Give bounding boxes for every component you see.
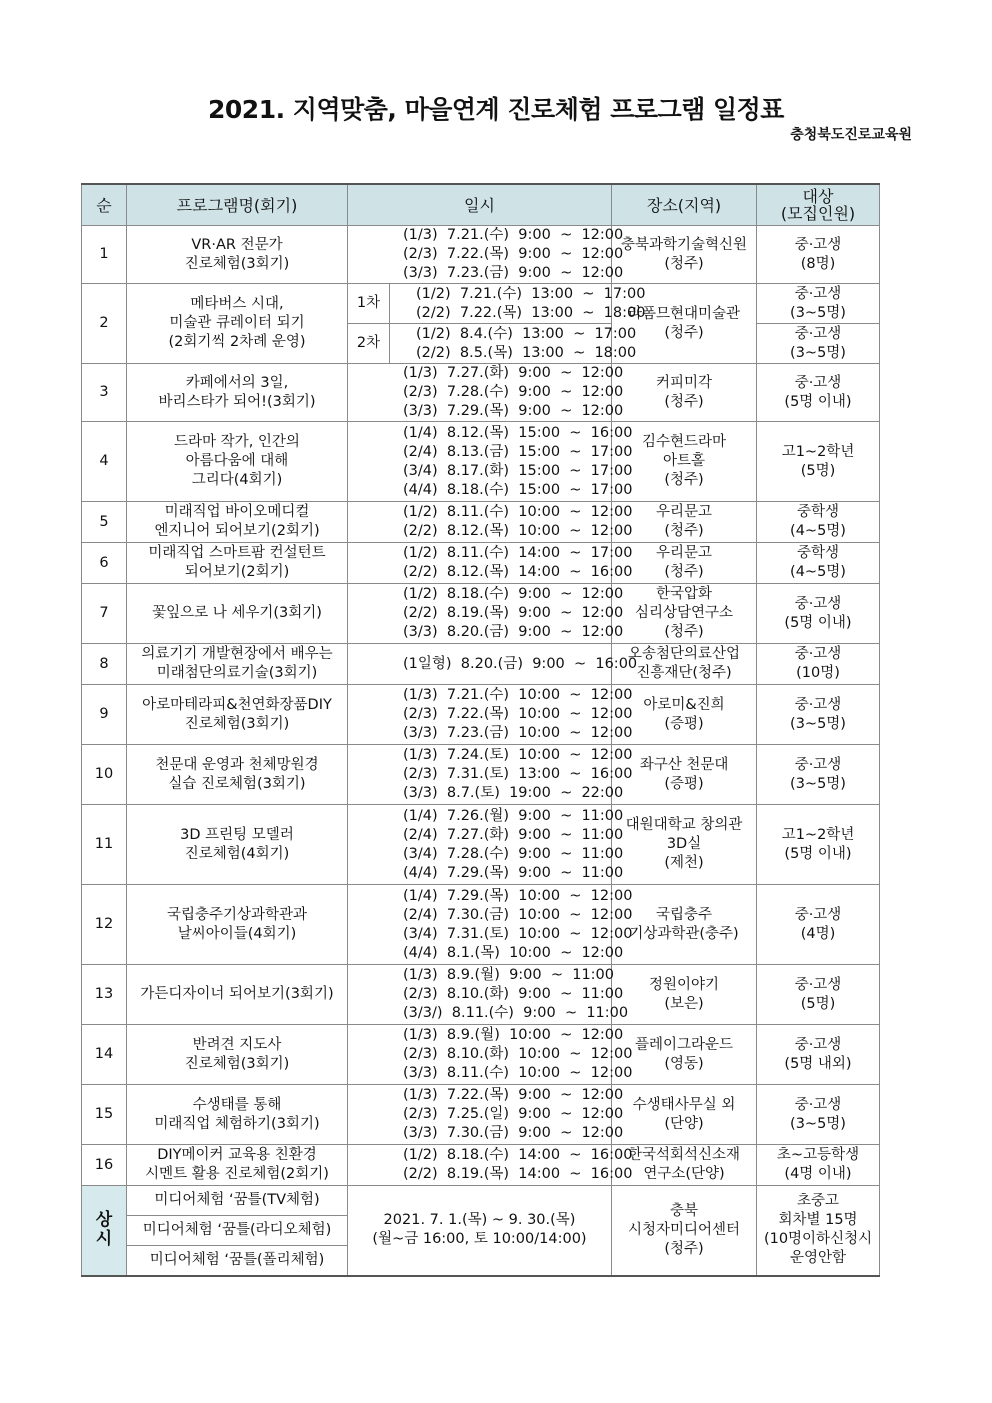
schedule-datetime <box>348 1085 624 1145</box>
place-line: (청주) <box>664 393 704 410</box>
target-line: (5명 이내) <box>784 845 852 862</box>
schedule-datetime-line: (1/4) 8.12.(목) 15:00 ~ 16:00 <box>403 424 633 441</box>
program-name <box>127 422 348 502</box>
program-name <box>127 1025 348 1085</box>
schedule-datetime-line: (1/3) 7.27.(화) 9:00 ~ 12:00 <box>403 365 624 381</box>
row-number: 4 <box>82 422 127 502</box>
program-name <box>127 965 348 1025</box>
place <box>612 422 757 502</box>
schedule-datetime-line: (2/3) 7.22.(목) 10:00 ~ 12:00 <box>403 706 633 722</box>
program-name-line: 카페에서의 3일, <box>185 374 289 391</box>
program-name-line: 반려견 지도사 <box>192 1036 282 1053</box>
place <box>612 965 757 1025</box>
table-row <box>82 805 880 885</box>
schedule-datetime-line: (3/4) 7.31.(토) 10:00 ~ 12:00 <box>403 925 633 942</box>
place-line: 연구소(단양) <box>643 1166 725 1182</box>
table-row <box>82 1085 880 1145</box>
target <box>757 324 880 364</box>
table-row <box>82 885 880 965</box>
target <box>757 364 880 422</box>
target-line: 중·고생 <box>794 236 842 253</box>
place-line: (보은) <box>664 995 704 1012</box>
program-name-line: 엔지니어 되어보기(2회기) <box>154 523 320 539</box>
place <box>612 1085 757 1145</box>
schedule-datetime-line: (2/2) 8.12.(목) 14:00 ~ 16:00 <box>403 564 633 580</box>
header-target-line: 대상 <box>802 187 834 206</box>
sangsi-label <box>82 1186 127 1276</box>
target <box>757 1025 880 1085</box>
schedule-datetime-line: (3/3/) 8.11.(수) 9:00 ~ 11:00 <box>403 1005 629 1021</box>
place-line: 아트홀 <box>663 453 706 469</box>
target-line: (5명 이내) <box>784 393 852 410</box>
sangsi-target-line: 회차별 15명 <box>778 1212 858 1229</box>
program-name-line: 드라마 작가, 인간의 <box>174 434 300 450</box>
schedule-datetime-line: (1/2) 8.11.(수) 10:00 ~ 12:00 <box>403 504 633 520</box>
schedule-datetime <box>348 422 633 502</box>
place-line: 우리문고 <box>656 545 713 561</box>
schedule-datetime-line: (2/2) 8.19.(목) 9:00 ~ 12:00 <box>403 605 624 621</box>
place-line: 충북과학기술혁신원 <box>620 236 748 253</box>
place <box>612 685 757 745</box>
program-name-line: DIY메이커 교육용 친환경 <box>157 1147 317 1163</box>
target-line: (5명 내외) <box>784 1055 852 1072</box>
target-line: (5명) <box>800 462 836 479</box>
program-name <box>127 885 348 965</box>
target-line: 중·고생 <box>794 1036 842 1053</box>
schedule-datetime-line: (2/2) 7.22.(목) 13:00 ~ 18:00 <box>416 304 646 321</box>
program-name-line: 가든디자이너 되어보기(3회기) <box>140 986 334 1002</box>
program-name-line: 진로체험(3회기) <box>184 1055 290 1072</box>
row-number: 2 <box>82 284 127 364</box>
round-label: 2차 <box>348 324 390 364</box>
round-label: 1차 <box>348 284 390 324</box>
schedule-datetime <box>348 584 624 644</box>
schedule-datetime <box>348 745 633 805</box>
schedule-datetime-line: (1/2) 8.4.(수) 13:00 ~ 17:00 <box>416 325 637 342</box>
place <box>612 1145 757 1186</box>
schedule-datetime-line: (1/3) 7.24.(토) 10:00 ~ 12:00 <box>403 747 633 763</box>
schedule-datetime-line: (2/4) 7.30.(금) 10:00 ~ 12:00 <box>403 906 633 923</box>
target <box>757 1085 880 1145</box>
row-number: 16 <box>82 1145 127 1186</box>
program-name <box>127 584 348 644</box>
schedule-datetime-line: (1/4) 7.29.(목) 10:00 ~ 12:00 <box>403 887 633 904</box>
row-number: 1 <box>82 226 127 284</box>
target-line: (3~5명) <box>790 775 846 792</box>
place-line: 아로미&진희 <box>643 696 725 713</box>
row-number: 13 <box>82 965 127 1025</box>
target-line: 중학생 <box>797 504 840 520</box>
table-row <box>82 1145 880 1186</box>
sangsi-datetime-line: 2021. 7. 1.(목) ~ 9. 30.(목) <box>383 1212 576 1229</box>
target-line: 중·고생 <box>794 595 842 612</box>
schedule-datetime-line: (2/2) 8.5.(목) 13:00 ~ 18:00 <box>416 344 637 361</box>
table-row <box>82 364 880 422</box>
target-line: (4~5명) <box>790 523 846 539</box>
place-line: (청주) <box>664 624 704 640</box>
target <box>757 644 880 685</box>
schedule-datetime-line: (2/3) 7.28.(수) 9:00 ~ 12:00 <box>403 384 624 400</box>
place-line: 한국석회석신소재 <box>627 1147 741 1163</box>
target-line: (4명 이내) <box>784 1166 852 1182</box>
target-line: (3~5명) <box>790 304 846 321</box>
sangsi-target-line: 운영안함 <box>790 1250 847 1267</box>
place-line: 진흥재단(청주) <box>636 665 732 681</box>
program-name-line: 국립충주기상과학관과 <box>166 906 308 923</box>
target-line: 중·고생 <box>794 374 842 391</box>
place <box>612 226 757 284</box>
schedule-datetime <box>348 1145 633 1186</box>
schedule-datetime-line: (3/3) 7.23.(금) 10:00 ~ 12:00 <box>403 725 633 741</box>
target <box>757 284 880 324</box>
row-number: 15 <box>82 1085 127 1145</box>
target <box>757 226 880 284</box>
program-name <box>127 1085 348 1145</box>
place <box>612 543 757 584</box>
target-line: 중·고생 <box>794 285 842 302</box>
target <box>757 502 880 543</box>
place-line: (청주) <box>664 255 704 272</box>
header-datetime: 일시 <box>348 184 612 226</box>
schedule-datetime-line: (4/4) 7.29.(목) 9:00 ~ 11:00 <box>403 864 624 881</box>
schedule-datetime-line: (4/4) 8.1.(목) 10:00 ~ 12:00 <box>403 944 624 961</box>
target-line: (4~5명) <box>790 564 846 580</box>
place-line: (청주) <box>664 324 704 341</box>
row-number: 8 <box>82 644 127 685</box>
program-name-line: 3D 프린팅 모델러 <box>180 826 294 843</box>
place <box>612 1025 757 1085</box>
program-name-line: 진로체험(3회기) <box>184 715 290 732</box>
place <box>612 364 757 422</box>
place-line: 기상과학관(충주) <box>629 925 739 942</box>
table-row-sangsi <box>82 1186 880 1216</box>
place-line: 수생태사무실 외 <box>632 1096 736 1113</box>
target-line: (5명 이내) <box>784 614 852 631</box>
target-line: (5명) <box>800 995 836 1012</box>
schedule-datetime-line: (3/3) 8.11.(수) 10:00 ~ 12:00 <box>403 1065 633 1081</box>
program-name-line: 천문대 운영과 천체망원경 <box>155 756 319 773</box>
place-line: (단양) <box>664 1115 704 1132</box>
header-program: 프로그램명(회기) <box>127 184 348 226</box>
place <box>612 745 757 805</box>
target-line: (4명) <box>800 925 836 942</box>
program-name-line: 진로체험(3회기) <box>184 255 290 272</box>
target <box>757 685 880 745</box>
sangsi-place-line: 시청자미디어센터 <box>627 1221 741 1238</box>
program-name <box>127 226 348 284</box>
place <box>612 502 757 543</box>
organization-name: 충청북도진로교육원 <box>790 127 912 143</box>
program-name-line: 아로마테라피&천연화장품DIY <box>142 696 332 713</box>
sangsi-place <box>612 1186 757 1276</box>
schedule-datetime-line: (4/4) 8.18.(수) 15:00 ~ 17:00 <box>403 481 633 498</box>
target-line: 중·고생 <box>794 696 842 713</box>
place-line: 정원이야기 <box>648 976 720 993</box>
schedule-datetime-line: (1일형) 8.20.(금) 9:00 ~ 16:00 <box>403 655 638 672</box>
schedule-datetime <box>390 324 637 364</box>
target-line: 중·고생 <box>794 756 842 773</box>
program-name <box>127 805 348 885</box>
target-line: 고1~2학년 <box>781 443 855 460</box>
sangsi-datetime-line: (월~금 16:00, 토 10:00/14:00) <box>372 1231 587 1248</box>
program-name-line: 그리다(4회기) <box>191 472 283 488</box>
target <box>757 885 880 965</box>
schedule-datetime-line: (3/4) 8.17.(화) 15:00 ~ 17:00 <box>403 462 633 479</box>
row-number: 7 <box>82 584 127 644</box>
place-line: (청주) <box>664 523 704 539</box>
place-line: 좌구산 천문대 <box>639 756 729 773</box>
schedule-datetime-line: (1/3) 8.9.(월) 9:00 ~ 11:00 <box>403 967 615 983</box>
schedule-datetime-line: (3/3) 8.20.(금) 9:00 ~ 12:00 <box>403 624 624 640</box>
program-name-line: 미술관 큐레이터 되기 <box>169 315 305 331</box>
schedule-datetime <box>348 644 638 685</box>
place-line: 심리상담연구소 <box>634 605 734 621</box>
place <box>612 885 757 965</box>
program-name-line: 시멘트 활용 진로체험(2회기) <box>145 1166 329 1182</box>
schedule-datetime-line: (1/2) 8.18.(수) 9:00 ~ 12:00 <box>403 586 624 602</box>
program-name-line: 실습 진로체험(3회기) <box>168 775 306 792</box>
place-line: (제천) <box>664 855 704 871</box>
sangsi-label-line: 시 <box>95 1229 113 1250</box>
row-number: 5 <box>82 502 127 543</box>
schedule-datetime-line: (1/3) 7.21.(수) 10:00 ~ 12:00 <box>403 687 633 703</box>
place <box>612 805 757 885</box>
schedule-datetime <box>348 1025 633 1085</box>
program-name <box>127 364 348 422</box>
place <box>612 584 757 644</box>
target <box>757 1145 880 1186</box>
row-number: 6 <box>82 543 127 584</box>
schedule-datetime <box>348 226 624 284</box>
target-line: 중·고생 <box>794 976 842 993</box>
program-name <box>127 502 348 543</box>
target-line: (3~5명) <box>790 344 846 361</box>
place-line: (청주) <box>664 564 704 580</box>
schedule-datetime <box>348 543 633 584</box>
schedule-datetime <box>348 805 624 885</box>
program-name <box>127 685 348 745</box>
schedule-datetime-line: (2/4) 8.13.(금) 15:00 ~ 17:00 <box>403 443 633 460</box>
schedule-datetime-line: (3/3) 7.23.(금) 9:00 ~ 12:00 <box>403 265 624 281</box>
target <box>757 965 880 1025</box>
sangsi-place-line: 충북 <box>670 1202 699 1219</box>
program-name-line: 의료기기 개발현장에서 배우는 <box>141 646 333 662</box>
schedule-datetime-line: (2/3) 7.31.(토) 13:00 ~ 16:00 <box>403 766 633 782</box>
schedule-datetime-line: (1/3) 7.21.(수) 9:00 ~ 12:00 <box>403 227 624 243</box>
schedule-datetime <box>348 685 633 745</box>
schedule-table <box>81 183 880 1277</box>
sangsi-program: 미디어체험 ‘꿈틀(TV체험) <box>127 1186 348 1216</box>
target <box>757 584 880 644</box>
schedule-datetime-line: (1/2) 8.11.(수) 14:00 ~ 17:00 <box>403 545 633 561</box>
schedule-datetime-line: (1/4) 7.26.(월) 9:00 ~ 11:00 <box>403 807 624 824</box>
place-line: 오송첨단의료산업 <box>627 646 741 662</box>
table-row <box>82 644 880 685</box>
program-name-line: 미래직업 바이오메디컬 <box>164 504 310 520</box>
program-name <box>127 284 348 364</box>
schedule-datetime-line: (1/3) 7.22.(목) 9:00 ~ 12:00 <box>403 1087 624 1103</box>
program-name-line: 바리스타가 되어!(3회기) <box>158 393 316 410</box>
program-name-line: 아름다움에 대해 <box>185 453 289 469</box>
row-number: 3 <box>82 364 127 422</box>
place-line: 라폼므현대미술관 <box>627 305 741 322</box>
program-name-line: 날씨아이들(4회기) <box>177 925 297 942</box>
table-row <box>82 284 880 324</box>
schedule-datetime-line: (3/3) 8.7.(토) 19:00 ~ 22:00 <box>403 785 624 801</box>
target <box>757 805 880 885</box>
table-row <box>82 584 880 644</box>
sangsi-program: 미디어체험 ‘꿈틀(라디오체험) <box>127 1216 348 1246</box>
place-line: (영동) <box>664 1055 704 1072</box>
program-name <box>127 543 348 584</box>
sangsi-program: 미디어체험 ‘꿈틀(폴리체험) <box>127 1246 348 1276</box>
sangsi-target <box>757 1186 880 1276</box>
schedule-datetime-line: (3/3) 7.29.(목) 9:00 ~ 12:00 <box>403 403 624 419</box>
target <box>757 745 880 805</box>
place-line: 국립충주 <box>656 906 713 923</box>
schedule-datetime-line: (2/3) 8.10.(화) 9:00 ~ 11:00 <box>403 986 624 1002</box>
schedule-datetime-line: (2/4) 7.27.(화) 9:00 ~ 11:00 <box>403 826 624 843</box>
place-line: (증평) <box>664 715 704 732</box>
program-name-line: 진로체험(4회기) <box>184 845 290 862</box>
sangsi-place-line: (청주) <box>664 1240 704 1257</box>
schedule-datetime-line: (3/3) 7.30.(금) 9:00 ~ 12:00 <box>403 1125 624 1141</box>
place-line: (증평) <box>664 775 704 792</box>
schedule-datetime <box>348 364 624 422</box>
schedule-datetime-line: (2/2) 8.19.(목) 14:00 ~ 16:00 <box>403 1166 633 1182</box>
schedule-datetime <box>348 965 629 1025</box>
page-title: 2021. 지역맞춤, 마을연계 진로체험 프로그램 일정표 <box>208 95 784 124</box>
target-line: 중·고생 <box>794 1096 842 1113</box>
header-place: 장소(지역) <box>612 184 757 226</box>
place-line: 우리문고 <box>656 504 713 520</box>
target-line: 고1~2학년 <box>781 826 855 843</box>
program-name-line: 미래직업 스마트팜 컨설턴트 <box>148 545 326 561</box>
table-header-row <box>82 184 880 226</box>
table-row <box>82 422 880 502</box>
header-no: 순 <box>82 184 127 226</box>
sangsi-datetime <box>348 1186 612 1276</box>
target-line: 중·고생 <box>794 906 842 923</box>
program-name-line: (2회기씩 2차례 운영) <box>168 334 306 350</box>
header-target <box>757 184 880 226</box>
table-row <box>82 543 880 584</box>
table-row <box>82 745 880 805</box>
program-name <box>127 1145 348 1186</box>
row-number: 9 <box>82 685 127 745</box>
schedule-datetime-line: (3/4) 7.28.(수) 9:00 ~ 11:00 <box>403 845 624 862</box>
sangsi-target-line: 초중고 <box>797 1193 840 1210</box>
target-line: 중·고생 <box>794 325 842 342</box>
row-number: 11 <box>82 805 127 885</box>
program-name-line: 수생태를 통해 <box>192 1096 282 1113</box>
program-name <box>127 745 348 805</box>
schedule-datetime-line: (2/3) 7.22.(목) 9:00 ~ 12:00 <box>403 246 624 262</box>
schedule-datetime-line: (2/3) 8.10.(화) 10:00 ~ 12:00 <box>403 1046 633 1062</box>
target-line: (10명) <box>796 665 840 681</box>
target-line: (3~5명) <box>790 715 846 732</box>
schedule-datetime <box>390 284 646 324</box>
schedule-datetime-line: (2/2) 8.12.(목) 10:00 ~ 12:00 <box>403 523 633 539</box>
sangsi-label-line: 상 <box>95 1210 113 1231</box>
program-name-line: 미래직업 체험하기(3회기) <box>154 1115 320 1132</box>
schedule-datetime-line: (1/2) 7.21.(수) 13:00 ~ 17:00 <box>416 285 646 302</box>
row-number: 14 <box>82 1025 127 1085</box>
program-name-line: VR·AR 전문가 <box>191 236 283 253</box>
program-name <box>127 644 348 685</box>
target-line: 중·고생 <box>794 646 842 662</box>
schedule-datetime <box>348 502 633 543</box>
place-line: 3D실 <box>666 836 702 852</box>
table-row <box>82 502 880 543</box>
row-number: 10 <box>82 745 127 805</box>
program-name-line: 메타버스 시대, <box>190 296 284 312</box>
place-line: 한국압화 <box>656 586 713 602</box>
program-name-line: 꽃잎으로 나 세우기(3회기) <box>152 605 322 621</box>
place-line: 김수현드라마 <box>641 434 727 450</box>
sangsi-target-line: (10명이하신청시 <box>763 1231 873 1248</box>
schedule-datetime <box>348 885 633 965</box>
target <box>757 422 880 502</box>
target-line: (3~5명) <box>790 1115 846 1132</box>
place-line: (청주) <box>664 472 704 488</box>
table-row <box>82 1025 880 1085</box>
place-line: 커피미각 <box>656 374 713 391</box>
target <box>757 543 880 584</box>
target-line: 초~고등학생 <box>776 1147 860 1163</box>
place-line: 플레이그라운드 <box>634 1036 734 1053</box>
target-line: (8명) <box>800 255 836 272</box>
program-name-line: 미래첨단의료기술(3회기) <box>156 665 318 681</box>
table-row <box>82 685 880 745</box>
program-name-line: 되어보기(2회기) <box>184 564 290 580</box>
header-target-line: (모집인원) <box>780 204 856 223</box>
table-row <box>82 226 880 284</box>
schedule-datetime-line: (1/3) 8.9.(월) 10:00 ~ 12:00 <box>403 1027 624 1043</box>
schedule-datetime-line: (1/2) 8.18.(수) 14:00 ~ 16:00 <box>403 1147 633 1163</box>
place-line: 대원대학교 창의관 <box>625 817 743 833</box>
row-number: 12 <box>82 885 127 965</box>
table-row <box>82 965 880 1025</box>
schedule-datetime-line: (2/3) 7.25.(일) 9:00 ~ 12:00 <box>403 1106 624 1122</box>
target-line: 중학생 <box>797 545 840 561</box>
